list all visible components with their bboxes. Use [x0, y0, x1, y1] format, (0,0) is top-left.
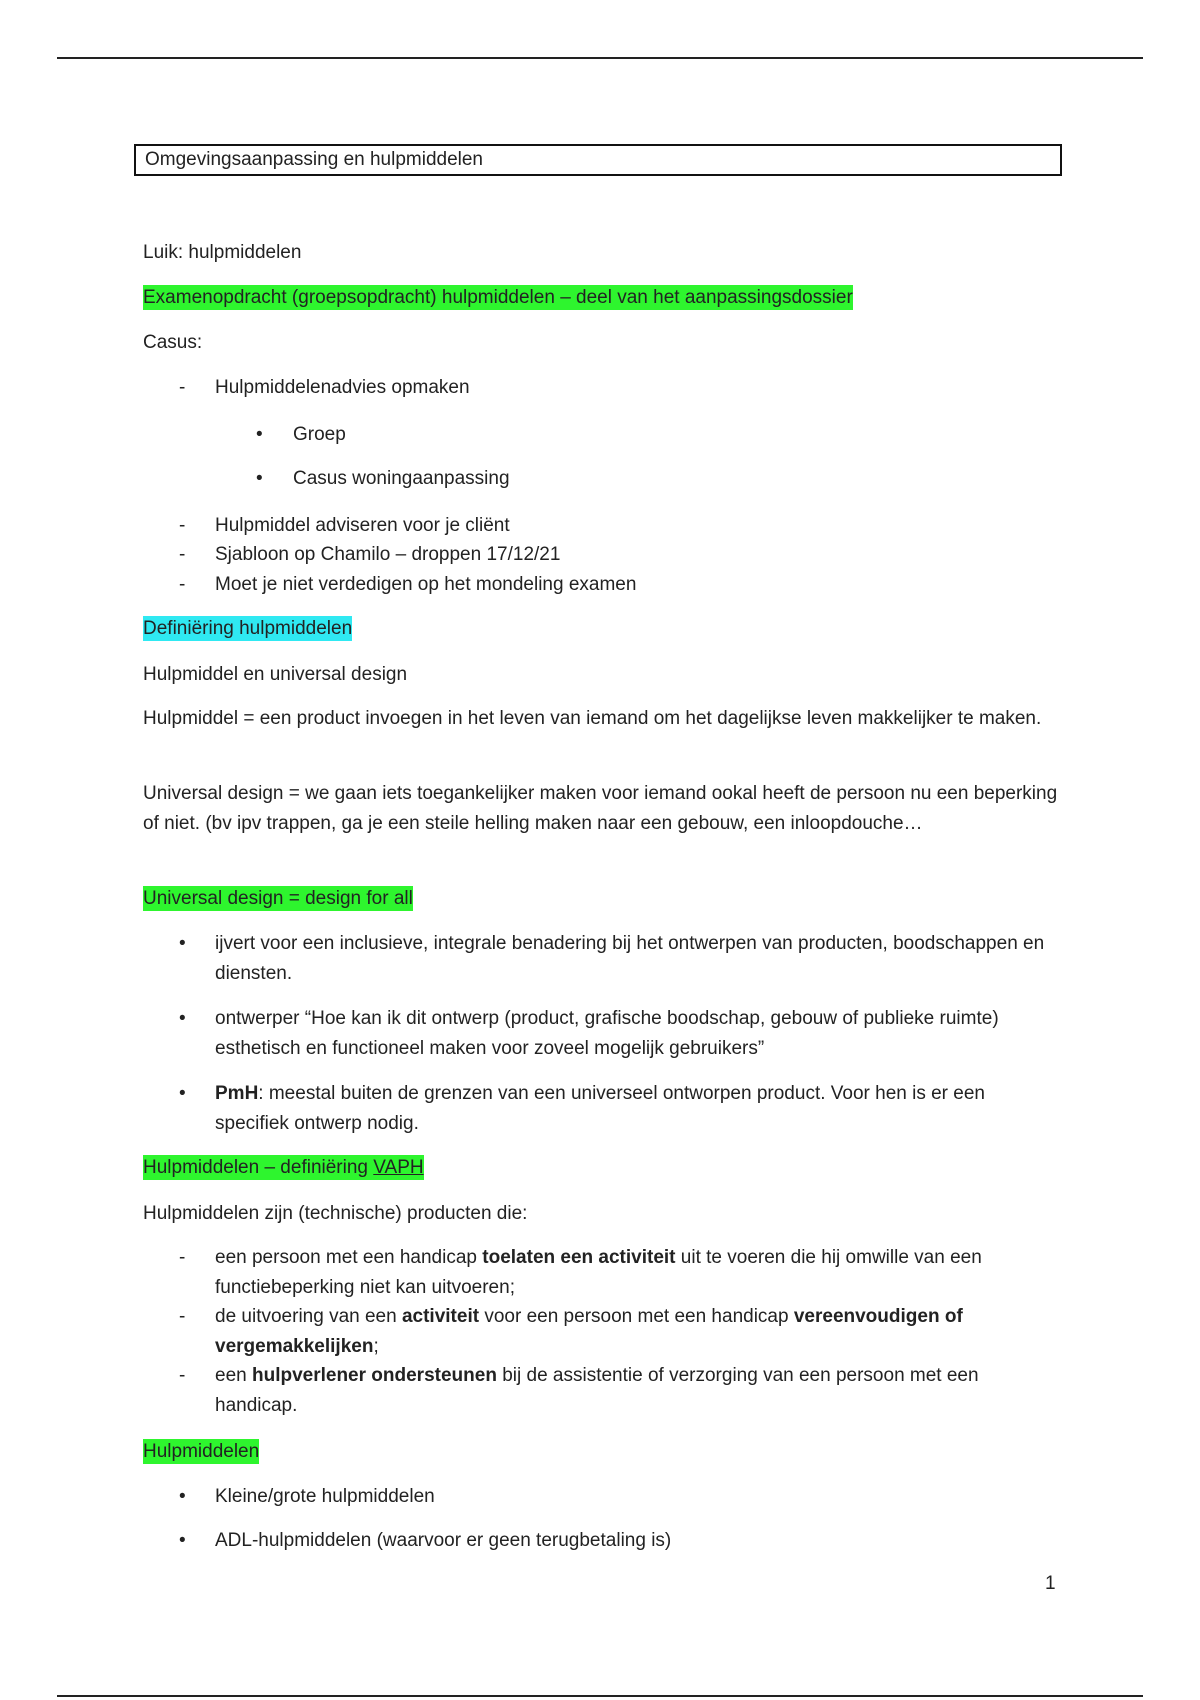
definition-paragraph: Hulpmiddel = een product invoegen in het leven van iemand om het dagelijkse leven makkelijker te maken. — [143, 708, 1042, 729]
vaph-heading-text — [143, 1155, 424, 1180]
hulpmiddelen-heading — [143, 1437, 1063, 1467]
exam-heading-text: Examenopdracht (groepsopdracht) hulpmiddelen – deel van het aanpassingsdossier — [143, 287, 853, 308]
bold-term: hulpverlener ondersteunen — [251, 1365, 497, 1386]
definition-heading — [143, 614, 1063, 644]
header-rule — [57, 57, 1143, 59]
list-item-text: Sjabloon op Chamilo – droppen 17/12/21 — [215, 544, 561, 565]
bullet-marker: • — [179, 1008, 186, 1029]
definition-paragraph: Universal design = we gaan iets toegankelijker maken voor iemand ookal heeft de persoon nu een beperking of niet. (bv ipv trappen, ga je een steile helling maken naar een gebouw, een inloopdouche… — [143, 783, 1058, 834]
vaph-abbreviation: VAPH — [373, 1157, 424, 1178]
exam-heading — [143, 283, 1063, 313]
dash-marker: - — [179, 1365, 186, 1386]
list-item-text — [215, 1302, 1063, 1362]
universal-design-heading-text: Universal design = design for all — [143, 888, 413, 909]
list-item-text: ontwerper “Hoe kan ik dit ontwerp (product, grafische boodschap, gebouw of publieke ruimte) esthetisch en functioneel maken voor zoveel mogelijk gebruikers” — [215, 1008, 999, 1059]
list-item-text — [215, 1243, 1063, 1303]
text-run: voor een persoon met een handicap — [479, 1306, 794, 1327]
luik-line: Luik: hulpmiddelen — [143, 242, 302, 263]
bullet-marker: • — [256, 424, 263, 445]
vaph-intro: Hulpmiddelen zijn (technische) producten die: — [143, 1203, 528, 1224]
bullet-marker: • — [179, 1530, 186, 1551]
dash-marker: - — [179, 1247, 186, 1268]
footer-rule — [57, 1695, 1143, 1697]
list-item-text: Hulpmiddel adviseren voor je cliënt — [215, 515, 510, 536]
text-run: ; — [373, 1336, 379, 1357]
bold-term: vereenvoudigen of vergemakkelijken — [215, 1306, 963, 1357]
list-item-text — [215, 1361, 1063, 1421]
list-item-text: Kleine/grote hulpmiddelen — [215, 1486, 435, 1507]
bullet-marker: • — [179, 1486, 186, 1507]
list-item-text: Hulpmiddelenadvies opmaken — [215, 377, 470, 398]
page-number: 1 — [1045, 1573, 1056, 1594]
list-item-text: Casus woningaanpassing — [293, 468, 510, 489]
dash-marker: - — [179, 377, 186, 398]
universal-design-heading — [143, 884, 1063, 914]
dash-marker: - — [179, 544, 186, 565]
list-item-text: ijvert voor een inclusieve, integrale benadering bij het ontwerpen van producten, boodschappen en diensten. — [215, 933, 1045, 984]
definition-subheading: Hulpmiddel en universal design — [143, 664, 408, 685]
text-run: de uitvoering van een — [215, 1306, 402, 1327]
dash-marker: - — [179, 515, 186, 536]
list-item-text: Moet je niet verdedigen op het mondeling examen — [215, 574, 637, 595]
list-item-text: Groep — [293, 424, 346, 445]
document-title: Omgevingsaanpassing en hulpmiddelen — [134, 144, 1062, 176]
text-run: bij de assistentie of verzorging van een persoon met een handicap. — [215, 1365, 979, 1416]
list-item-text — [215, 1079, 1063, 1139]
text-run: een persoon met een handicap — [215, 1247, 483, 1268]
definition-heading-text: Definiëring hulpmiddelen — [143, 618, 353, 639]
bold-term: PmH — [215, 1083, 259, 1104]
dash-marker: - — [179, 1306, 186, 1327]
text-run: Hulpmiddelen – definiëring — [143, 1157, 374, 1178]
text-run: een — [215, 1365, 252, 1386]
bullet-marker: • — [179, 1083, 186, 1104]
text-run: uit te voeren die hij omwille van een functiebeperking niet kan uitvoeren; — [215, 1247, 982, 1298]
bullet-marker: • — [179, 933, 186, 954]
list-item-text: ADL-hulpmiddelen (waarvoor er geen terugbetaling is) — [215, 1530, 672, 1551]
bold-term: activiteit — [401, 1306, 480, 1327]
bullet-marker: • — [256, 468, 263, 489]
vaph-heading — [143, 1153, 1063, 1183]
bold-term: toelaten een activiteit — [482, 1247, 676, 1268]
casus-label: Casus: — [143, 332, 203, 353]
hulpmiddelen-heading-text: Hulpmiddelen — [143, 1441, 260, 1462]
text-run: : meestal buiten de grenzen van een universeel ontworpen product. Voor hen is er een specifiek ontwerp nodig. — [215, 1083, 985, 1134]
dash-marker: - — [179, 574, 186, 595]
